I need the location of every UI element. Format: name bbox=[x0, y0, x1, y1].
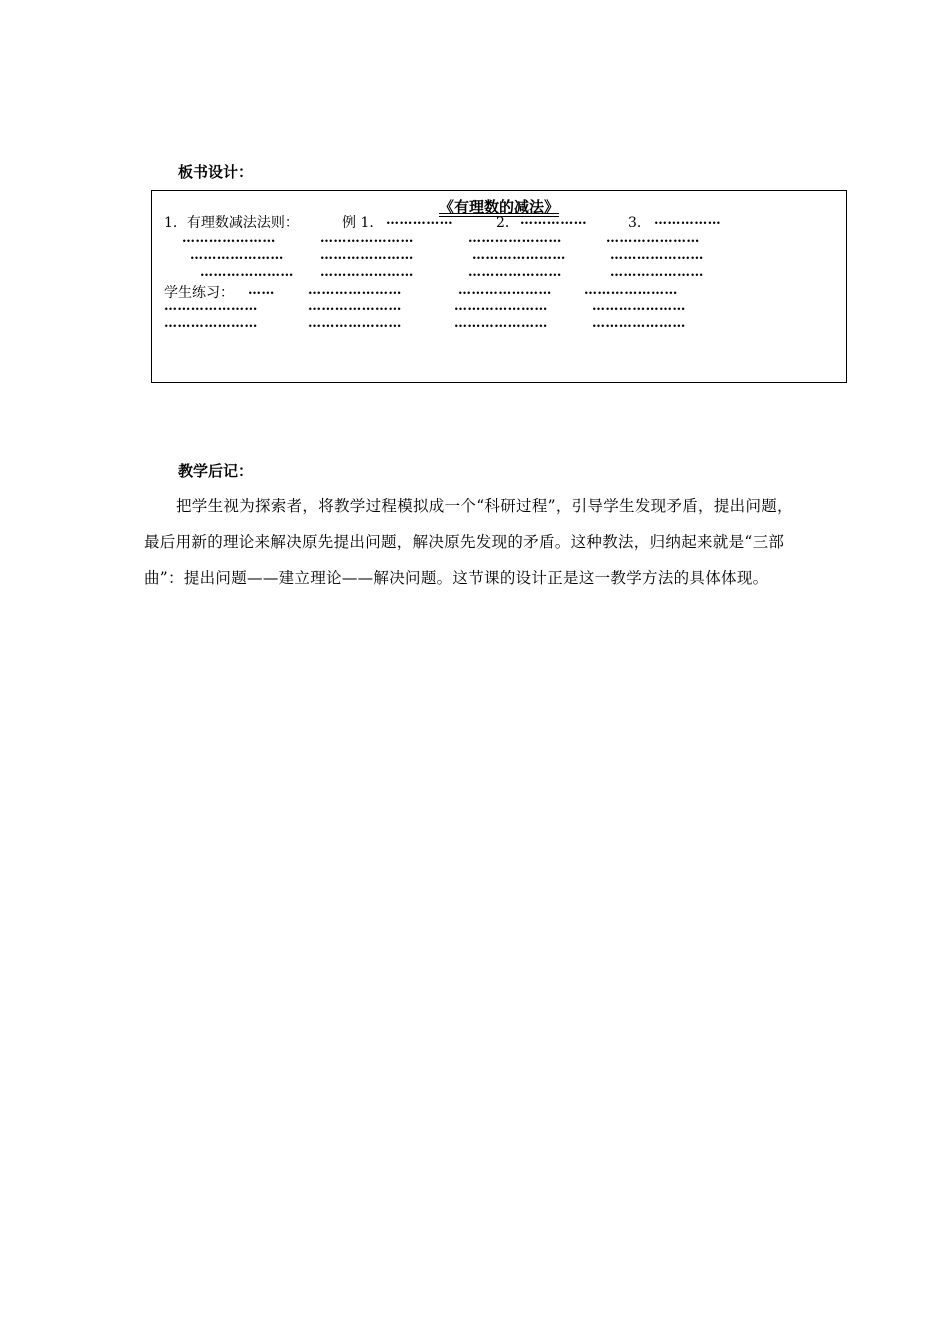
rule-label: 1．有理数减法法则： bbox=[164, 215, 299, 231]
dots-line: ………………… bbox=[592, 299, 686, 314]
example-2-label: 2． bbox=[496, 215, 519, 231]
practice-label: 学生练习： bbox=[164, 285, 234, 301]
dots-line: ………………… bbox=[606, 231, 700, 246]
dots-line: ………………… bbox=[584, 283, 678, 298]
dots-line: ………………… bbox=[308, 316, 402, 331]
dots-line: ………………… bbox=[458, 283, 552, 298]
dots-line: ………………… bbox=[454, 299, 548, 314]
board-design-heading: 板书设计： bbox=[178, 163, 254, 181]
dots-line: ………………… bbox=[610, 265, 704, 280]
dots-line: ………………… bbox=[320, 248, 414, 263]
dots-line: ………………… bbox=[320, 231, 414, 246]
board-design-box bbox=[151, 190, 847, 383]
dots-line: ………………… bbox=[190, 248, 284, 263]
example-3-label: 3． bbox=[628, 215, 651, 231]
board-title: 《有理数的减法》 bbox=[438, 198, 559, 216]
dots-line: ………………… bbox=[308, 299, 402, 314]
dots-line: ………………… bbox=[200, 265, 294, 280]
dots-line: ………………… bbox=[308, 283, 402, 298]
example-1-label: 例 1． bbox=[342, 215, 384, 231]
example-2-dots: …………… bbox=[520, 213, 587, 228]
dots-line: ………………… bbox=[610, 248, 704, 263]
dots-line: ………………… bbox=[182, 231, 276, 246]
example-1-dots: …………… bbox=[386, 213, 453, 228]
example-3-dots: …………… bbox=[654, 213, 721, 228]
dots-line: ………………… bbox=[164, 316, 258, 331]
dots-line: …… bbox=[248, 283, 275, 298]
dots-line: ………………… bbox=[454, 316, 548, 331]
dots-line: ………………… bbox=[472, 248, 566, 263]
dots-line: ………………… bbox=[468, 231, 562, 246]
teaching-notes-body: 把学生视为探索者，将教学过程模拟成一个“科研过程”，引导学生发现矛盾，提出问题，最后用新的理论来解决原先提出问题，解决原先发现的矛盾。这种教法，归纳起来就是“三部曲”：提出问题——建立理论——解决问题。这节课的设计正是这一教学方法的具体体现。 bbox=[144, 497, 793, 587]
teaching-notes-heading: 教学后记： bbox=[178, 462, 254, 480]
dots-line: ………………… bbox=[320, 265, 414, 280]
dots-line: ………………… bbox=[164, 299, 258, 314]
dots-line: ………………… bbox=[468, 265, 562, 280]
dots-line: ………………… bbox=[592, 316, 686, 331]
